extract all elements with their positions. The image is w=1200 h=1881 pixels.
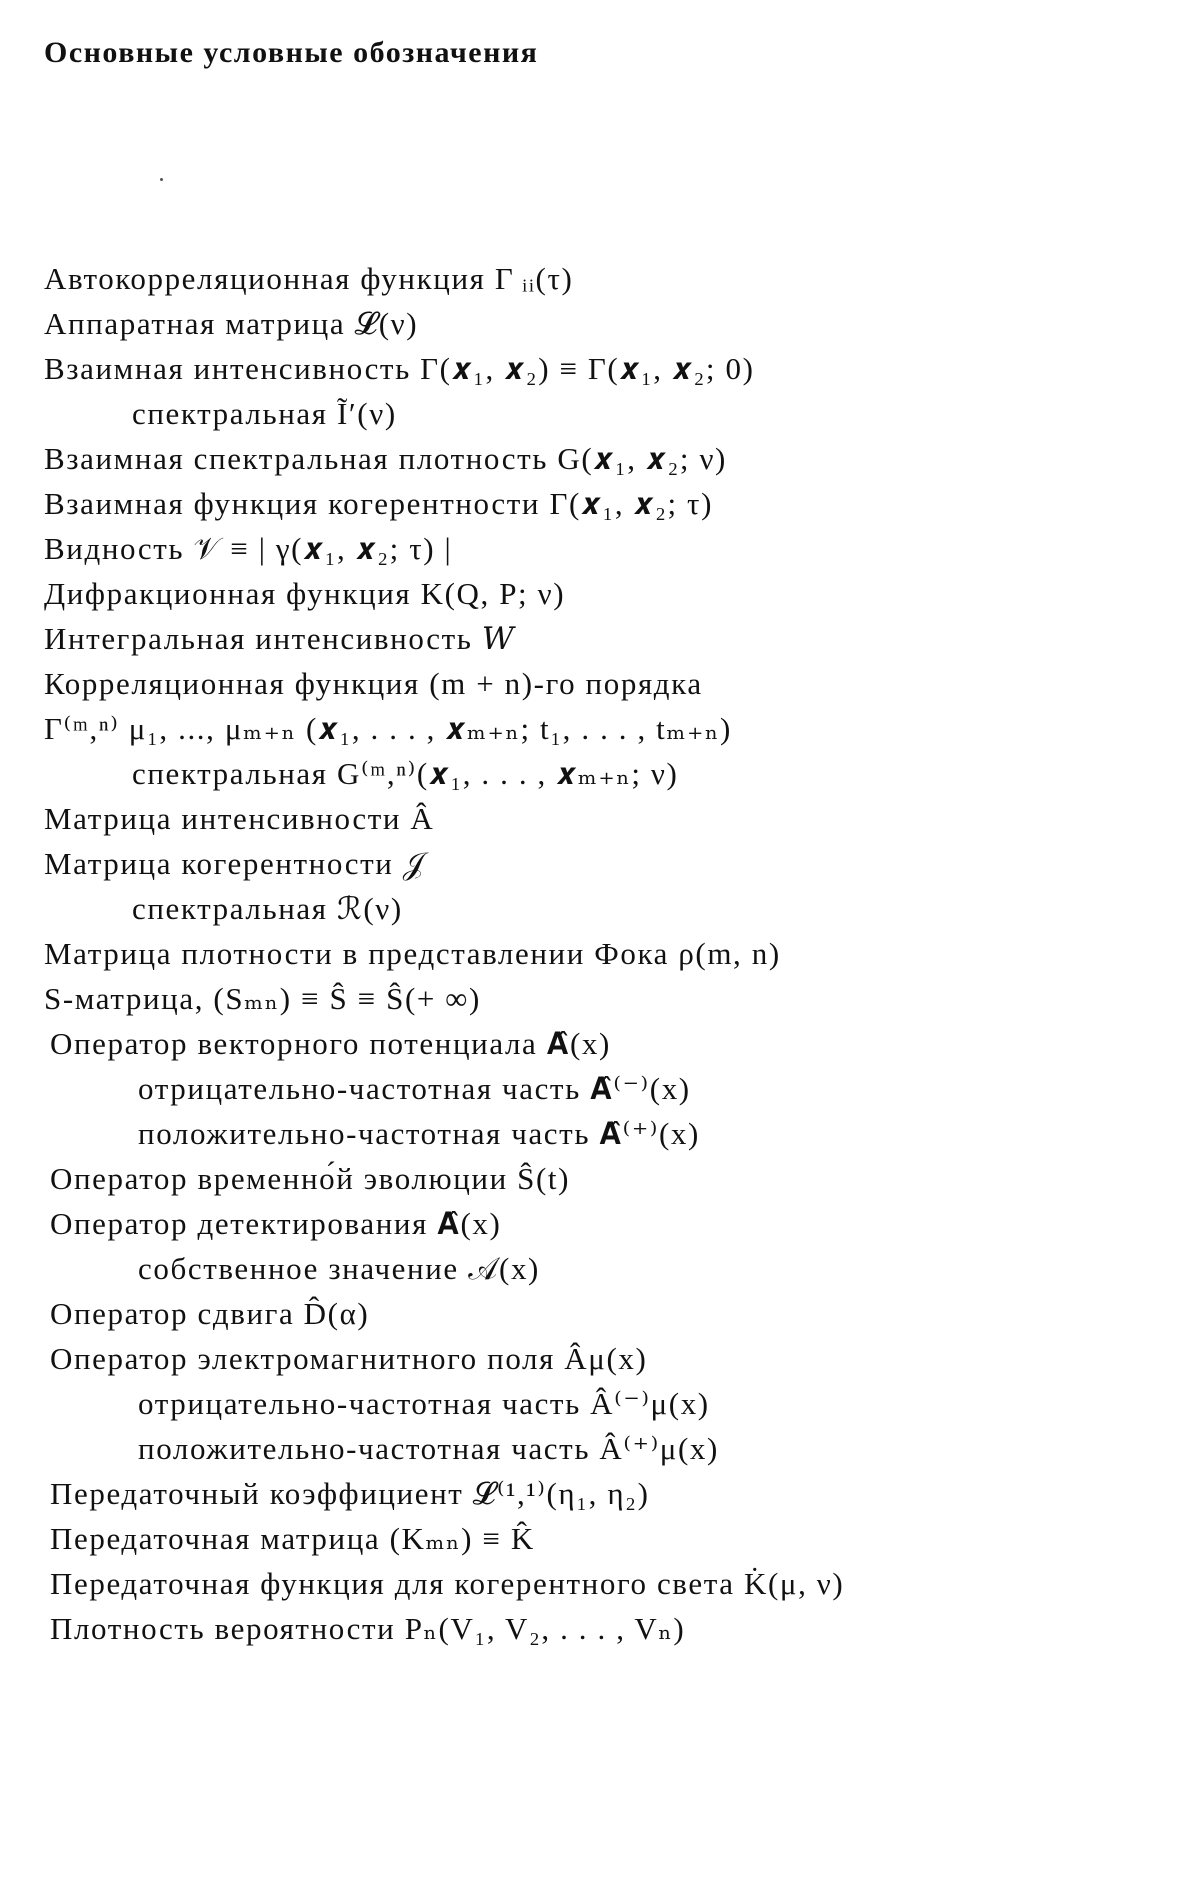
notation-subentry: положительно-частотная часть Â⁽⁺⁾μ(x)	[138, 1431, 719, 1466]
notation-entry: Оператор временно́й эволюции Ŝ(t)	[50, 1161, 571, 1196]
notation-entry: Аппаратная матрица 𝓛(ν)	[44, 306, 419, 341]
notation-entry: Передаточная функция для когерентного света K̇(μ, ν)	[50, 1566, 845, 1601]
page-title: Основные условные обозначения	[44, 36, 539, 69]
notation-entry: Взаимная интенсивность Γ(𝒙₁, 𝒙₂) ≡ Γ(𝒙₁, 𝒙₂; 0)	[44, 351, 755, 386]
notation-entry: Передаточная матрица (Kₘₙ) ≡ K̂	[50, 1521, 535, 1556]
notation-entry: Плотность вероятности Pₙ(V₁, V₂, . . . , Vₙ)	[50, 1611, 686, 1646]
notation-entry: Γ⁽ᵐ,ⁿ⁾ μ₁, ..., μₘ₊ₙ (𝒙₁, . . . , 𝒙ₘ₊ₙ; t₁, . . . , tₘ₊ₙ)	[44, 711, 732, 746]
notation-entry: Передаточный коэффициент 𝓛⁽¹,¹⁾(η₁, η₂)	[50, 1476, 650, 1511]
notation-entry: Корреляционная функция (m + n)-го порядка	[44, 666, 703, 701]
notation-subentry: спектральная ℛ(ν)	[132, 891, 403, 926]
notation-entry: S-матрица, (Sₘₙ) ≡ Ŝ ≡ Ŝ(+ ∞)	[44, 981, 481, 1016]
notation-entry: Взаимная функция когерентности Γ(𝒙₁, 𝒙₂; τ)	[44, 486, 714, 521]
notation-entry: Автокорреляционная функция Γ ᵢᵢ(τ)	[44, 261, 574, 296]
notation-entry: Видность 𝒱 ≡ | γ(𝒙₁, 𝒙₂; τ) |	[44, 531, 453, 566]
notation-entry: Оператор электромагнитного поля Âμ(x)	[50, 1341, 648, 1376]
notation-subentry: спектральная Ĩ′(ν)	[132, 396, 397, 431]
speck-mark	[160, 178, 163, 181]
notation-entry: Дифракционная функция K(Q, P; ν)	[44, 576, 566, 611]
notation-entry: Матрица плотности в представлении Фока ρ(m, n)	[44, 936, 781, 971]
notation-subentry: положительно-частотная часть 𝐀̂⁽⁺⁾(x)	[138, 1116, 700, 1151]
notation-entry: Оператор детектирования 𝐀̂(x)	[50, 1206, 502, 1241]
notation-entry: Оператор сдвига D̂(α)	[50, 1296, 370, 1331]
notation-entry: Матрица интенсивности Â	[44, 801, 435, 836]
notation-subentry: отрицательно-частотная часть 𝐀̂⁽⁻⁾(x)	[138, 1071, 691, 1106]
notation-entry: Матрица когерентности 𝒥	[44, 846, 426, 881]
notation-subentry: отрицательно-частотная часть Â⁽⁻⁾μ(x)	[138, 1386, 710, 1421]
notation-entry: Оператор векторного потенциала 𝐀̂(x)	[50, 1026, 611, 1061]
notation-subentry: собственное значение 𝒜(x)	[138, 1251, 540, 1286]
notation-entry: Интегральная интенсивность 𝑊	[44, 621, 516, 656]
notation-subentry: спектральная G⁽ᵐ,ⁿ⁾(𝒙₁, . . . , 𝒙ₘ₊ₙ; ν)	[132, 756, 679, 791]
notation-entry: Взаимная спектральная плотность G(𝒙₁, 𝒙₂; ν)	[44, 441, 727, 476]
notation-list	[44, 256, 1184, 1651]
